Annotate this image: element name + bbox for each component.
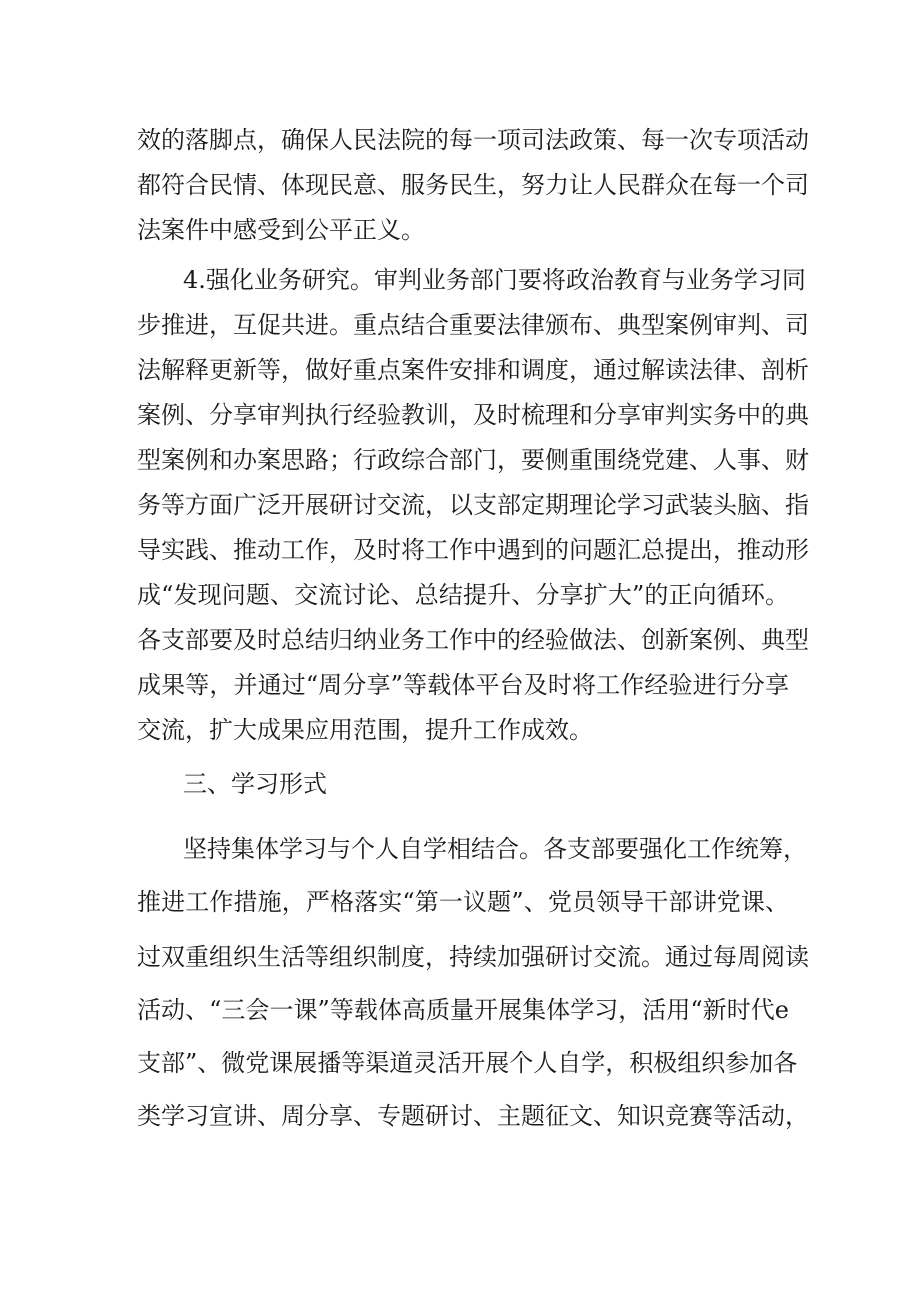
body-line: 各支部要及时总结归纳业务工作中的经验做法、创新案例、典型 [137, 626, 809, 654]
body-line: 案例、分享审判执行经验教训，及时梳理和分享审判实务中的典 [137, 401, 809, 429]
body-line: 4.强化业务研究。审判业务部门要将政治教育与业务学习同 [183, 266, 806, 294]
section-heading: 三、学习形式 [183, 770, 327, 798]
body-line: 效的落脚点，确保人民法院的每一项司法政策、每一次专项活动 [137, 126, 809, 154]
body-line: 活动、“三会一课”等载体高质量开展集体学习，活用“新时代e [137, 996, 789, 1024]
body-line: 型案例和办案思路；行政综合部门，要侧重围绕党建、人事、财 [137, 446, 809, 474]
body-line: 推进工作措施，严格落实“第一议题”、党员领导干部讲党课、 [137, 888, 789, 916]
body-line: 法解释更新等，做好重点案件安排和调度，通过解读法律、剖析 [137, 356, 809, 384]
body-line: 坚持集体学习与个人自学相结合。各支部要强化工作统筹， [183, 835, 807, 863]
body-line: 过双重组织生活等组织制度，持续加强研讨交流。通过每周阅读 [137, 943, 809, 971]
body-line: 务等方面广泛开展研讨交流，以支部定期理论学习武装头脑、指 [137, 491, 809, 519]
body-line: 成果等，并通过“周分享”等载体平台及时将工作经验进行分享 [137, 671, 789, 699]
body-line: 类学习宣讲、周分享、专题研讨、主题征文、知识竞赛等活动， [137, 1102, 809, 1130]
body-line: 法案件中感受到公平正义。 [137, 216, 425, 244]
body-line: 导实践、推动工作，及时将工作中遇到的问题汇总提出，推动形 [137, 536, 809, 564]
body-line: 交流，扩大成果应用范围，提升工作成效。 [137, 716, 593, 744]
body-line: 支部”、微党课展播等渠道灵活开展个人自学，积极组织参加各 [137, 1049, 798, 1077]
body-line: 都符合民情、体现民意、服务民生，努力让人民群众在每一个司 [137, 171, 809, 199]
body-line: 步推进，互促共进。重点结合重要法律颁布、典型案例审判、司 [137, 311, 809, 339]
body-line: 成“发现问题、交流讨论、总结提升、分享扩大”的正向循环。 [137, 581, 789, 609]
